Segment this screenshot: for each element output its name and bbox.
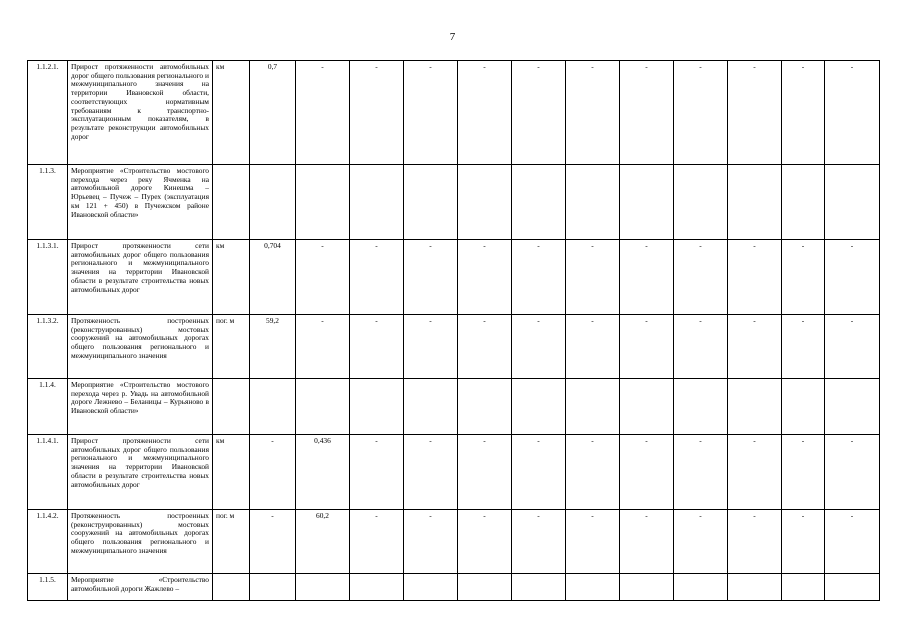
- value-cell: -: [458, 240, 512, 315]
- value-cell: -: [404, 510, 458, 574]
- value-cell: [350, 165, 404, 240]
- value-cell: -: [674, 510, 728, 574]
- value-cell: -: [782, 240, 825, 315]
- value-cell: -: [350, 315, 404, 379]
- value-cell: [566, 574, 620, 601]
- row-unit: [213, 165, 250, 240]
- table-row: [28, 61, 880, 165]
- value-cell: -: [825, 435, 880, 510]
- value-cell: -: [512, 61, 566, 165]
- value-cell: [728, 379, 782, 435]
- value-cell: [404, 379, 458, 435]
- row-number: 1.1.4.2.: [28, 510, 68, 574]
- row-number: 1.1.2.1.: [28, 61, 68, 165]
- value-cell: [674, 379, 728, 435]
- value-cell: -: [782, 510, 825, 574]
- value-cell: -: [350, 435, 404, 510]
- value-cell: [512, 379, 566, 435]
- value-cell: -: [350, 240, 404, 315]
- row-unit: км: [213, 435, 250, 510]
- value-cell: -: [458, 61, 512, 165]
- value-cell: -: [825, 315, 880, 379]
- value-cell: -: [458, 435, 512, 510]
- value-cell: -: [404, 315, 458, 379]
- value-cell: -: [825, 510, 880, 574]
- table-row: [28, 435, 880, 510]
- value-cell: -: [566, 315, 620, 379]
- value-cell: [782, 574, 825, 601]
- value-cell: -: [566, 510, 620, 574]
- table-body: [28, 61, 880, 601]
- value-cell: [620, 574, 674, 601]
- value-cell: [825, 379, 880, 435]
- value-cell: 60,2: [296, 510, 350, 574]
- value-cell: -: [566, 61, 620, 165]
- value-cell: [404, 165, 458, 240]
- value-cell: -: [512, 315, 566, 379]
- value-cell: [620, 165, 674, 240]
- row-number: 1.1.3.1.: [28, 240, 68, 315]
- row-number: 1.1.4.: [28, 379, 68, 435]
- value-cell: -: [250, 510, 296, 574]
- value-cell: -: [512, 240, 566, 315]
- value-cell: [728, 574, 782, 601]
- value-cell: -: [728, 510, 782, 574]
- value-cell: -: [674, 240, 728, 315]
- value-cell: -: [728, 315, 782, 379]
- table-row: [28, 574, 880, 601]
- value-cell: -: [566, 240, 620, 315]
- row-description: Мероприятие «Строительство мостового перехода через р. Увадь на автомобильной дороге Лежнево – Беланицы – Курьяново в Ивановской области»: [68, 379, 213, 435]
- row-description: Прирост протяженности сети автомобильных дорог общего пользования регионального и межмуниципального значения на территории Ивановской области в результате строительства новых автомобильных дорог: [68, 240, 213, 315]
- row-number: 1.1.3.: [28, 165, 68, 240]
- value-cell: 0,704: [250, 240, 296, 315]
- value-cell: [512, 165, 566, 240]
- value-cell: -: [825, 61, 880, 165]
- value-cell: -: [620, 315, 674, 379]
- value-cell: -: [350, 510, 404, 574]
- value-cell: -: [620, 435, 674, 510]
- value-cell: [674, 165, 728, 240]
- value-cell: 0,436: [296, 435, 350, 510]
- row-description: Прирост протяженности сети автомобильных дорог общего пользования регионального и межмуниципального значения на территории Ивановской области в результате строительства новых автомобильных дорог: [68, 435, 213, 510]
- value-cell: -: [404, 61, 458, 165]
- value-cell: -: [825, 240, 880, 315]
- value-cell: [350, 379, 404, 435]
- value-cell: -: [728, 240, 782, 315]
- value-cell: -: [728, 435, 782, 510]
- row-unit: км: [213, 240, 250, 315]
- value-cell: [782, 165, 825, 240]
- row-description: Мероприятие «Строительство мостового перехода через реку Ячменка на автомобильной дороге Кинешма – Юрьевец – Пучеж – Пурех (эксплуатация км 121 + 450) в Пучежском районе Ивановской области»: [68, 165, 213, 240]
- row-unit: пог. м: [213, 315, 250, 379]
- value-cell: 0,7: [250, 61, 296, 165]
- value-cell: -: [674, 61, 728, 165]
- table-row: [28, 315, 880, 379]
- value-cell: -: [296, 240, 350, 315]
- row-unit: пог. м: [213, 510, 250, 574]
- value-cell: -: [350, 61, 404, 165]
- value-cell: [404, 574, 458, 601]
- value-cell: -: [404, 240, 458, 315]
- value-cell: -: [296, 61, 350, 165]
- table-row: [28, 510, 880, 574]
- value-cell: [728, 165, 782, 240]
- value-cell: -: [782, 435, 825, 510]
- table-row: [28, 240, 880, 315]
- value-cell: [296, 574, 350, 601]
- value-cell: [674, 574, 728, 601]
- value-cell: -: [620, 240, 674, 315]
- indicators-table: [27, 60, 880, 601]
- value-cell: -: [458, 315, 512, 379]
- value-cell: [782, 379, 825, 435]
- row-unit: км: [213, 61, 250, 165]
- row-description: Мероприятие «Строительство автомобильной дороги Жажлево –: [68, 574, 213, 601]
- value-cell: -: [296, 315, 350, 379]
- value-cell: [296, 379, 350, 435]
- value-cell: [620, 379, 674, 435]
- value-cell: -: [250, 435, 296, 510]
- value-cell: [250, 379, 296, 435]
- value-cell: -: [404, 435, 458, 510]
- value-cell: -: [782, 61, 825, 165]
- value-cell: [825, 165, 880, 240]
- value-cell: -: [458, 510, 512, 574]
- value-cell: 59,2: [250, 315, 296, 379]
- row-number: 1.1.3.2.: [28, 315, 68, 379]
- row-number: 1.1.5.: [28, 574, 68, 601]
- value-cell: [458, 379, 512, 435]
- value-cell: [566, 165, 620, 240]
- value-cell: -: [782, 315, 825, 379]
- value-cell: [250, 574, 296, 601]
- value-cell: [566, 379, 620, 435]
- row-description: Протяженность построенных (реконструированных) мостовых сооружений на автомобильных дорогах общего пользования регионального и межмуниципального значения: [68, 315, 213, 379]
- value-cell: -: [566, 435, 620, 510]
- value-cell: [825, 574, 880, 601]
- value-cell: -: [620, 61, 674, 165]
- value-cell: -: [674, 315, 728, 379]
- row-description: Протяженность построенных (реконструированных) мостовых сооружений на автомобильных дорогах общего пользования регионального и межмуниципального значения: [68, 510, 213, 574]
- value-cell: -: [620, 510, 674, 574]
- value-cell: -: [512, 435, 566, 510]
- value-cell: -: [728, 61, 782, 165]
- value-cell: [296, 165, 350, 240]
- table-row: [28, 165, 880, 240]
- row-unit: [213, 574, 250, 601]
- value-cell: [350, 574, 404, 601]
- value-cell: -: [674, 435, 728, 510]
- row-unit: [213, 379, 250, 435]
- value-cell: [458, 574, 512, 601]
- value-cell: [512, 574, 566, 601]
- row-number: 1.1.4.1.: [28, 435, 68, 510]
- page-number: 7: [449, 31, 456, 43]
- row-description: Прирост протяженности автомобильных дорог общего пользования регионального и межмуниципального значения на территории Ивановской области, соответствующих нормативным требованиям к транспортно-эксплуатационным показателям, в результате реконструкции автомобильных дорог: [68, 61, 213, 165]
- value-cell: [458, 165, 512, 240]
- table-row: [28, 379, 880, 435]
- value-cell: [250, 165, 296, 240]
- value-cell: -: [512, 510, 566, 574]
